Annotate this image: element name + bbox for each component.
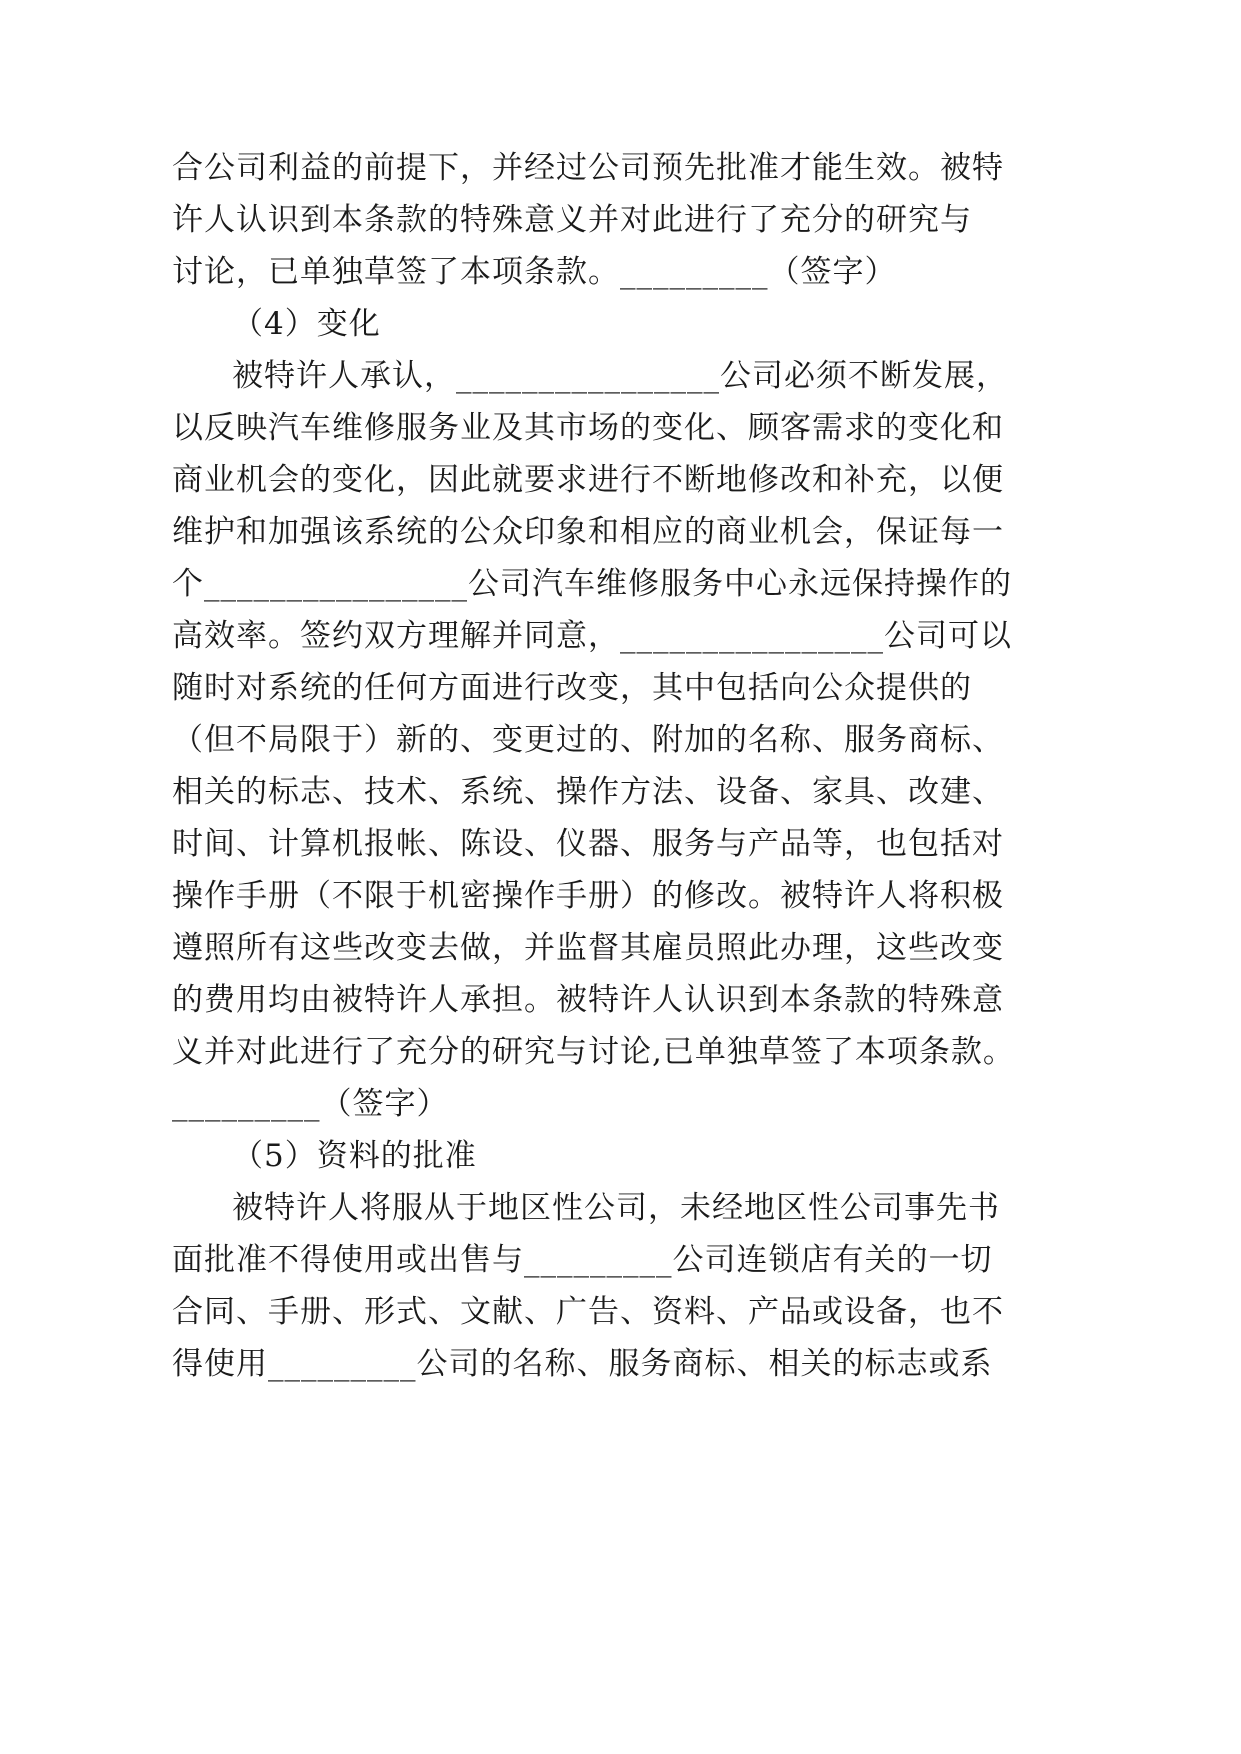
paragraph-line: 遵照所有这些改变去做，并监督其雇员照此办理，这些改变 [172,930,1004,966]
paragraph-line: 维护和加强该系统的公众印象和相应的商业机会，保证每一 [172,514,1004,550]
paragraph-line: 商业机会的变化，因此就要求进行不断地修改和补充，以便 [172,462,1004,498]
paragraph-line: 随时对系统的任何方面进行改变，其中包括向公众提供的 [172,670,972,706]
paragraph-line: 被特许人将服从于地区性公司，未经地区性公司事先书 [232,1190,1000,1226]
paragraph-line: 高效率。签约双方理解并同意，________________公司可以 [172,618,1012,654]
paragraph-line: 操作手册（不限于机密操作手册）的修改。被特许人将积极 [172,878,1004,914]
paragraph-line: 面批准不得使用或出售与_________公司连锁店有关的一切 [172,1242,993,1278]
paragraph-line: 的费用均由被特许人承担。被特许人认识到本条款的特殊意 [172,982,1004,1018]
paragraph-line: 得使用_________公司的名称、服务商标、相关的标志或系 [172,1346,993,1382]
paragraph-line: 讨论，已单独草签了本项条款。_________（签字） [172,254,897,290]
paragraph-line: 以反映汽车维修服务业及其市场的变化、顾客需求的变化和 [172,410,1004,446]
paragraph-line: 合同、手册、形式、文献、广告、资料、产品或设备，也不 [172,1294,1004,1330]
paragraph-line: 相关的标志、技术、系统、操作方法、设备、家具、改建、 [172,774,1004,810]
paragraph-line: 义并对此进行了充分的研究与讨论,已单独草签了本项条款。 [172,1034,1015,1070]
section-heading: （5）资料的批准 [232,1138,477,1174]
paragraph-line: 被特许人承认，________________公司必须不断发展， [232,358,1008,394]
paragraph-line: 许人认识到本条款的特殊意义并对此进行了充分的研究与 [172,202,972,238]
paragraph-line: 合公司利益的前提下，并经过公司预先批准才能生效。被特 [172,150,1004,186]
section-heading: （4）变化 [232,306,381,342]
paragraph-line: 时间、计算机报帐、陈设、仪器、服务与产品等，也包括对 [172,826,1004,862]
paragraph-line: 个________________公司汽车维修服务中心永远保持操作的 [172,566,1012,602]
paragraph-line: （但不局限于）新的、变更过的、附加的名称、服务商标、 [172,722,1004,758]
signature-line: _________（签字） [172,1086,449,1122]
